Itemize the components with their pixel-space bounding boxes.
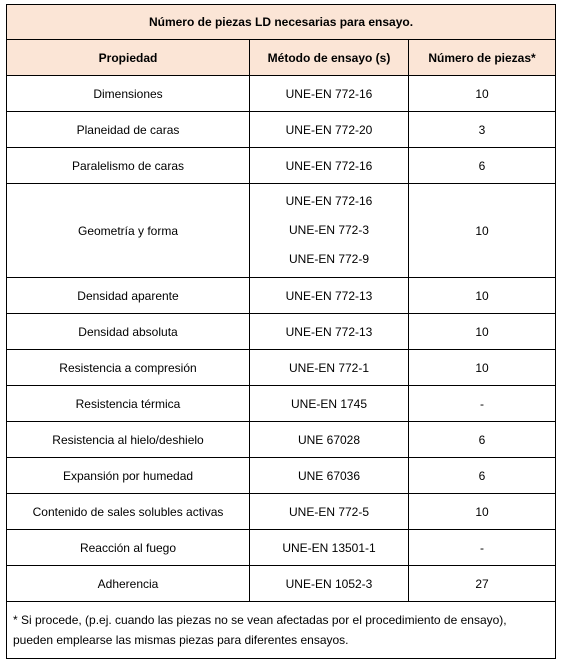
cell-metodo [250,350,409,386]
metodo-line: UNE-EN 772-20 [285,122,373,137]
table-row [7,422,556,458]
cell-propiedad: Reacción al fuego [7,530,250,566]
cell-propiedad: Resistencia al hielo/deshielo [7,422,250,458]
cell-metodo [250,184,409,278]
metodo-line: UNE-EN 772-16 [285,194,373,208]
metodo-line: UNE 67028 [297,432,361,447]
cell-propiedad: Densidad absoluta [7,314,250,350]
cell-metodo [250,148,409,184]
cell-propiedad: Dimensiones [7,76,250,112]
table-row [7,278,556,314]
cell-propiedad: Paralelismo de caras [7,148,250,184]
metodo-line: UNE-EN 1745 [290,396,368,411]
cell-propiedad: Expansión por humedad [7,458,250,494]
cell-piezas: 10 [409,350,556,386]
cell-propiedad: Geometría y forma [7,184,250,278]
cell-piezas: - [409,386,556,422]
cell-piezas: 10 [409,494,556,530]
footnote: * Si procede, (p.ej. cuando las piezas no se vean afectadas por el procedimiento de ensayo), pueden emplearse las mismas piezas para diferentes ensayos. [7,602,556,659]
metodo-line: UNE 67036 [297,468,361,483]
metodo-line: UNE-EN 772-13 [285,288,373,303]
metodo-line: UNE-EN 772-13 [285,324,373,339]
cell-propiedad: Densidad aparente [7,278,250,314]
table-row [7,350,556,386]
cell-piezas: 6 [409,422,556,458]
cell-metodo [250,458,409,494]
cell-piezas: 10 [409,76,556,112]
header-piezas: Número de piezas* [409,40,556,76]
table-row [7,314,556,350]
table-title-row [7,5,556,40]
cell-metodo [250,278,409,314]
table-row [7,566,556,602]
metodo-line: UNE-EN 1052-3 [285,576,373,591]
table-row [7,148,556,184]
cell-propiedad: Planeidad de caras [7,112,250,148]
metodo-line: UNE-EN 772-16 [285,158,373,173]
cell-metodo [250,422,409,458]
table-title: Número de piezas LD necesarias para ensayo. [7,5,556,40]
table-header-row [7,40,556,76]
metodo-line: UNE-EN 772-5 [288,504,370,519]
cell-piezas: 6 [409,148,556,184]
table-body [7,76,556,602]
table-row [7,112,556,148]
cell-piezas: 10 [409,184,556,278]
cell-piezas: 3 [409,112,556,148]
cell-piezas: 10 [409,278,556,314]
cell-piezas: 10 [409,314,556,350]
header-metodo: Método de ensayo (s) [250,40,409,76]
cell-metodo [250,530,409,566]
pieces-table [6,4,556,659]
metodo-line: UNE-EN 772-1 [288,360,370,375]
table-row [7,76,556,112]
cell-metodo [250,386,409,422]
cell-metodo [250,314,409,350]
cell-piezas: 27 [409,566,556,602]
cell-metodo [250,112,409,148]
cell-piezas: 6 [409,458,556,494]
table-row [7,494,556,530]
table-container [6,4,555,659]
cell-metodo [250,494,409,530]
table-row [7,386,556,422]
metodo-line: UNE-EN 13501-1 [282,540,376,555]
cell-piezas: - [409,530,556,566]
metodo-line: UNE-EN 772-3 [288,223,370,237]
cell-propiedad: Adherencia [7,566,250,602]
footnote-row [7,602,556,659]
metodo-line: UNE-EN 772-9 [288,252,370,266]
cell-propiedad: Contenido de sales solubles activas [7,494,250,530]
cell-metodo [250,76,409,112]
cell-metodo [250,566,409,602]
table-row [7,530,556,566]
metodo-line: UNE-EN 772-16 [285,86,373,101]
header-propiedad: Propiedad [7,40,250,76]
table-row [7,184,556,278]
cell-propiedad: Resistencia a compresión [7,350,250,386]
table-row [7,458,556,494]
cell-propiedad: Resistencia térmica [7,386,250,422]
